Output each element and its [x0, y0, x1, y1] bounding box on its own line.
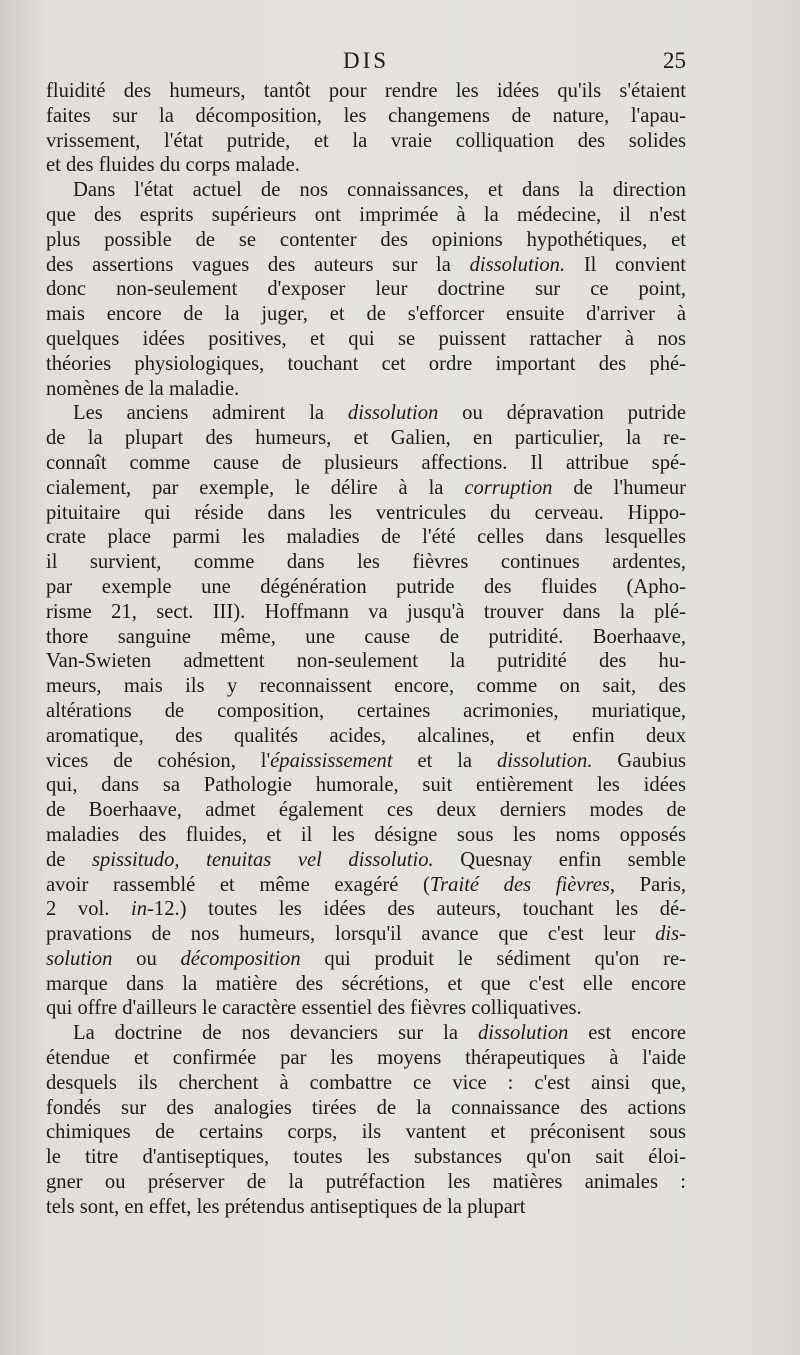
text-run: que des esprits supérieurs ont imprimée à la médecine, il n'est	[46, 203, 686, 226]
text-line	[46, 327, 686, 352]
text-run: Il convient	[565, 253, 686, 276]
italic-text: dis-	[655, 923, 686, 946]
page-number: 25	[663, 48, 686, 73]
text-run: qui, dans sa Pathologie humorale, suit entièrement les idées	[46, 774, 686, 797]
text-line	[46, 228, 686, 253]
italic-text: dissolution	[477, 1022, 569, 1045]
text-line	[46, 922, 686, 947]
text-run: nomènes de la maladie.	[46, 377, 240, 400]
paragraph	[46, 178, 686, 401]
text-line	[46, 1120, 686, 1145]
text-line	[46, 277, 686, 302]
text-line	[46, 823, 686, 848]
text-run: plus possible de se contenter des opinions hypothétiques, et	[46, 228, 686, 251]
text-run: altérations de composition, certaines acrimonies, muriatique,	[46, 699, 686, 722]
text-line	[46, 178, 686, 203]
text-run: maladies des fluides, et il les désigne sous les noms opposés	[46, 823, 686, 846]
text-run: marque dans la matière des sécrétions, et que c'est elle encore	[46, 972, 686, 995]
text-line	[46, 203, 686, 228]
text-run: gner ou préserver de la putréfaction les matières animales :	[46, 1171, 686, 1194]
text-line	[46, 1021, 686, 1046]
text-line	[46, 129, 686, 154]
text-run: ou	[112, 947, 181, 970]
text-line	[46, 699, 686, 724]
text-run: mais encore de la juger, et de s'efforcer ensuite d'arriver à	[46, 303, 686, 326]
text-line	[46, 253, 686, 278]
text-line	[46, 848, 686, 873]
italic-text: in	[131, 898, 148, 921]
text-run: desquels ils cherchent à combattre ce vice : c'est ainsi que,	[46, 1071, 686, 1094]
text-run: 2 vol.	[46, 898, 132, 921]
text-line	[46, 649, 686, 674]
text-line	[46, 476, 686, 501]
text-line	[46, 724, 686, 749]
text-run: , Paris,	[609, 873, 686, 896]
text-run: qui offre d'ailleurs le caractère essentiel des fièvres colliquatives.	[46, 997, 582, 1020]
text-run: La doctrine de nos devanciers sur la	[73, 1022, 478, 1045]
italic-text: dissolution.	[469, 253, 566, 276]
text-line	[46, 972, 686, 997]
text-run: il survient, comme dans les fièvres continues ardentes,	[46, 551, 686, 574]
text-run: aromatique, des qualités acides, alcalines, et enfin deux	[46, 724, 686, 747]
text-line	[46, 873, 686, 898]
text-run: avoir rassemblé et même exagéré (	[46, 873, 430, 896]
text-line	[46, 897, 686, 922]
text-line	[46, 600, 686, 625]
text-run: fondés sur des analogies tirées de la connaissance des actions	[46, 1096, 686, 1119]
text-run: tels sont, en effet, les prétendus antiseptiques de la plupart	[46, 1195, 526, 1218]
body-text	[46, 79, 686, 1220]
text-run: et la	[392, 749, 497, 772]
text-run: vrissement, l'état putride, et la vraie colliquation des solides	[46, 129, 686, 152]
italic-text: décomposition	[180, 947, 301, 970]
text-run: Van-Swieten admettent non-seulement la putridité des hu-	[46, 650, 686, 673]
text-run: Les anciens admirent la	[73, 402, 348, 425]
text-line	[46, 501, 686, 526]
text-run: pravations de nos humeurs, lorsqu'il avance que c'est leur	[46, 923, 656, 946]
paragraph	[46, 401, 686, 1021]
text-run: -12.) toutes les idées des auteurs, touchant les dé-	[147, 898, 686, 921]
text-run: est encore	[568, 1022, 686, 1045]
text-run: pituitaire qui réside dans les ventricules du cerveau. Hippo-	[46, 501, 686, 524]
text-run: chimiques de certains corps, ils vantent et préconisent sous	[46, 1121, 686, 1144]
text-run: théories physiologiques, touchant cet ordre important des phé-	[46, 352, 686, 375]
text-run: de l'humeur	[552, 476, 686, 499]
text-line	[46, 625, 686, 650]
text-run: thore sanguine même, une cause de putridité. Boerhaave,	[46, 625, 686, 648]
text-run: des assertions vagues des auteurs sur la	[46, 253, 470, 276]
italic-text: dissolution.	[496, 749, 593, 772]
italic-text: dissolution	[347, 402, 439, 425]
text-line	[46, 451, 686, 476]
text-line	[46, 104, 686, 129]
text-run: donc non-seulement d'exposer leur doctrine sur ce point,	[46, 278, 686, 301]
page-header	[46, 48, 686, 78]
text-line	[46, 401, 686, 426]
text-line	[46, 575, 686, 600]
italic-text: spissitudo, tenuitas vel dissolutio.	[92, 848, 434, 871]
text-run: connaît comme cause de plusieurs affections. Il attribue spé-	[46, 451, 686, 474]
text-line	[46, 1170, 686, 1195]
text-run: de Boerhaave, admet également ces deux derniers modes de	[46, 799, 686, 822]
text-run: vices de cohésion, l'	[46, 749, 271, 772]
text-run: et des fluides du corps malade.	[46, 154, 300, 177]
italic-text: épaississement	[270, 749, 393, 772]
running-head: DIS	[342, 48, 390, 73]
text-run: Quesnay enfin semble	[433, 848, 686, 871]
text-line	[46, 79, 686, 104]
text-run: de la plupart des humeurs, et Galien, en particulier, la re-	[46, 427, 686, 450]
text-run: meurs, mais ils y reconnaissent encore, comme on sait, des	[46, 675, 686, 698]
text-line	[46, 550, 686, 575]
text-run: Dans l'état actuel de nos connaissances, et dans la direction	[73, 179, 686, 202]
text-line	[46, 674, 686, 699]
text-line	[46, 996, 686, 1021]
text-run: crate place parmi les maladies de l'été celles dans lesquelles	[46, 526, 686, 549]
text-run: le titre d'antiseptiques, toutes les substances qu'on sait éloi-	[46, 1146, 686, 1169]
text-line	[46, 352, 686, 377]
text-line	[46, 773, 686, 798]
text-line	[46, 1096, 686, 1121]
text-run: risme 21, sect. III). Hoffmann va jusqu'à trouver dans la plé-	[46, 600, 686, 623]
text-line	[46, 798, 686, 823]
text-run: de	[46, 848, 92, 871]
italic-text: solution	[46, 947, 113, 970]
text-run: quelques idées positives, et qui se puissent rattacher à nos	[46, 327, 686, 350]
text-run: cialement, par exemple, le délire à la	[46, 476, 465, 499]
text-line	[46, 377, 686, 402]
italic-text: Traité des fièvres	[429, 873, 610, 896]
text-line	[46, 1145, 686, 1170]
text-run: étendue et confirmée par les moyens thérapeutiques à l'aide	[46, 1047, 686, 1070]
text-line	[46, 749, 686, 774]
text-run: ou dépravation putride	[438, 402, 686, 425]
italic-text: corruption	[464, 476, 553, 499]
text-run: qui produit le sédiment qu'on re-	[300, 947, 686, 970]
text-run: par exemple une dégénération putride des fluides (Apho-	[46, 575, 686, 598]
text-line	[46, 426, 686, 451]
text-line	[46, 525, 686, 550]
text-run: fluidité des humeurs, tantôt pour rendre les idées qu'ils s'étaient	[46, 80, 686, 102]
text-run: Gaubius	[592, 749, 686, 772]
text-run: faites sur la décomposition, les changemens de nature, l'apau-	[46, 104, 686, 127]
text-line	[46, 302, 686, 327]
text-line	[46, 947, 686, 972]
text-line	[46, 1195, 686, 1220]
text-line	[46, 1071, 686, 1096]
paragraph	[46, 1021, 686, 1219]
text-line	[46, 1046, 686, 1071]
text-line	[46, 153, 686, 178]
paragraph	[46, 79, 686, 178]
